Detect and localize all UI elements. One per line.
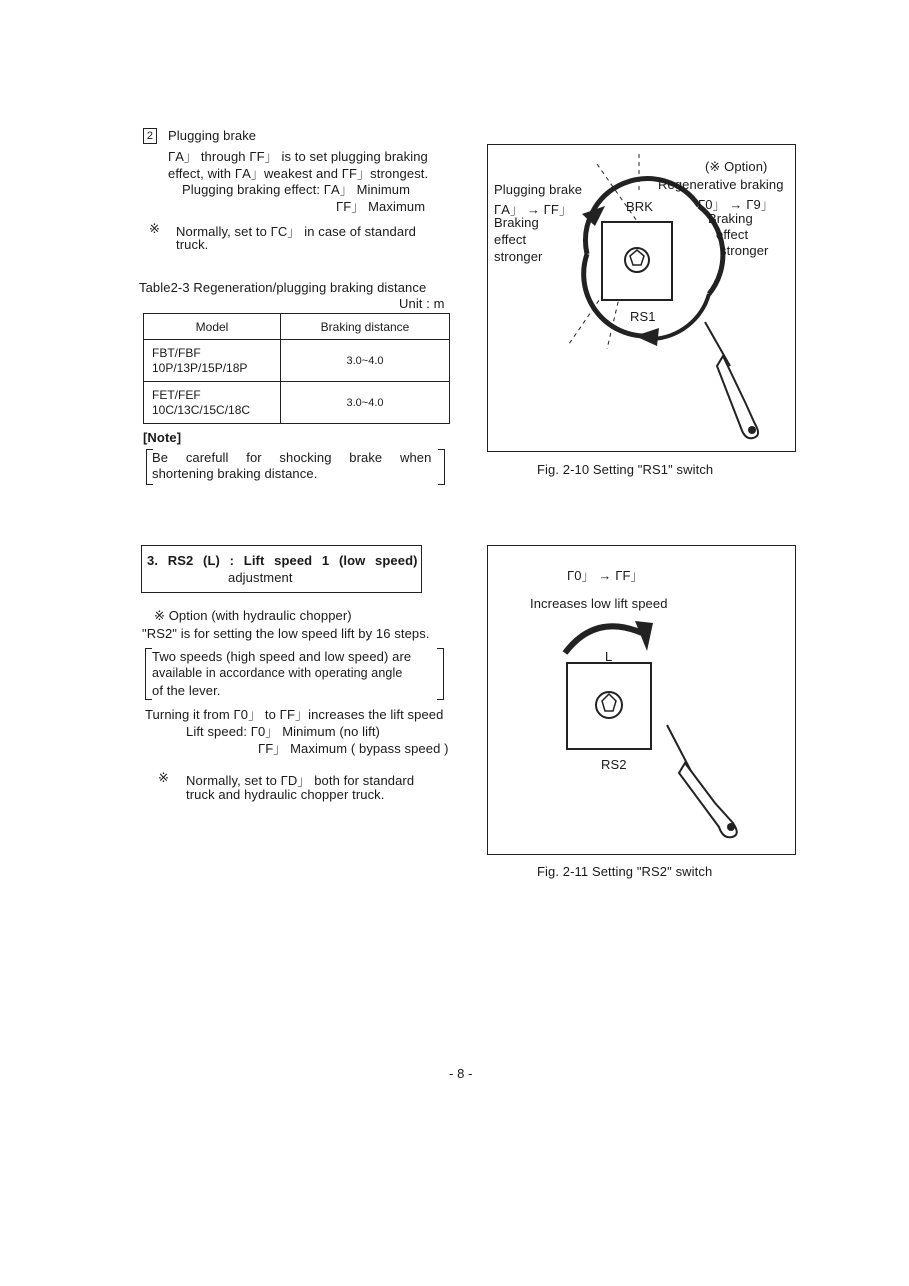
plugging-effect-min: Plugging braking effect: ΓA」 Minimum xyxy=(182,182,411,197)
fig11-switch: RS2 xyxy=(601,757,627,772)
box-bracket-right xyxy=(437,648,444,700)
note-line2: shortening braking distance. xyxy=(152,466,318,481)
section-number: 2 xyxy=(143,128,157,144)
fig10-plug-effect3: stronger xyxy=(494,249,543,264)
model-line2: 10P/13P/15P/18P xyxy=(152,360,248,375)
section3-note-line2: truck and hydraulic chopper truck. xyxy=(186,787,385,802)
fig10-regen-range: Γ0」 → Γ9」 xyxy=(698,197,774,212)
section3-option: ※ Option (with hydraulic chopper) xyxy=(154,608,352,623)
table-unit: Unit : m xyxy=(399,296,445,311)
section-title: Plugging brake xyxy=(168,128,257,143)
model-line1: FET/FEF xyxy=(152,387,201,402)
fig10-regen-effect2: effect xyxy=(716,227,749,242)
fig10-caption: Fig. 2-10 Setting "RS1" switch xyxy=(537,462,714,477)
fig11-caption: Fig. 2-11 Setting "RS2" switch xyxy=(537,864,713,879)
fig11-label: Increases low lift speed xyxy=(530,596,668,611)
page-number: - 8 - xyxy=(449,1066,473,1081)
section3-lift-min: Lift speed: Γ0」 Minimum (no lift) xyxy=(186,724,380,739)
fig10-plug: Plugging brake xyxy=(494,182,583,197)
fig11-range: Γ0」 → ΓF」 xyxy=(567,568,644,583)
model-line2: 10C/13C/15C/18C xyxy=(152,402,251,417)
note-heading: [Note] xyxy=(143,430,182,445)
plugging-desc-line1: ΓA」 through ΓF」 is to set plugging braking xyxy=(168,149,428,164)
note-line1: Be carefull for shocking brake when xyxy=(152,450,432,465)
fig10-plug-effect2: effect xyxy=(494,232,527,247)
fig10-regen-effect3: stronger xyxy=(720,243,769,258)
distance-value: 3.0~4.0 xyxy=(281,382,450,424)
table-header-model: Model xyxy=(144,314,281,340)
section3-title-line2: adjustment xyxy=(228,570,293,585)
table-row xyxy=(144,382,450,424)
model-line1: FBT/FBF xyxy=(152,345,201,360)
rs2-diagram xyxy=(487,545,796,855)
note-mark: ※ xyxy=(158,770,169,785)
plugging-note-line2: truck. xyxy=(176,237,209,252)
distance-value: 3.0~4.0 xyxy=(281,340,450,382)
table-caption: Table2-3 Regeneration/plugging braking distance xyxy=(139,280,427,295)
fig10-brk: BRK xyxy=(626,199,654,214)
fig10-regen-effect1: Braking xyxy=(708,211,753,226)
table-header-distance: Braking distance xyxy=(281,314,450,340)
plugging-effect-max: ΓF」 Maximum xyxy=(336,199,426,214)
section3-note-line1: Normally, set to ΓD」 both for standard xyxy=(186,773,415,788)
fig10-plug-effect1: Braking xyxy=(494,215,539,230)
fig10-switch: RS1 xyxy=(630,309,656,324)
table-row xyxy=(144,340,450,382)
fig10-option: (※ Option) xyxy=(705,159,768,174)
note-mark: ※ xyxy=(149,221,160,236)
plugging-note-line1: Normally, set to ΓC」 in case of standard xyxy=(176,224,416,239)
note-bracket-right xyxy=(438,449,445,485)
braking-distance-table xyxy=(143,313,450,424)
plugging-desc-line2: effect, with ΓA」weakest and ΓF」strongest. xyxy=(168,166,429,181)
fig11-letter: L xyxy=(605,649,613,664)
section3-turn: Turning it from Γ0」 to ΓF」increases the lift speed xyxy=(145,707,444,722)
section3-lift-max: ΓF」 Maximum ( bypass speed ) xyxy=(258,741,449,756)
section3-desc: "RS2" is for setting the low speed lift by 16 steps. xyxy=(142,626,430,641)
fig10-plug-range: ΓA」 → ΓF」 xyxy=(494,202,573,217)
section3-title-line1: 3. RS2 (L) : Lift speed 1 (low speed) xyxy=(147,553,418,568)
section3-box-line3: of the lever. xyxy=(152,683,221,698)
section3-box-line2: available in accordance with operating angle xyxy=(152,666,403,680)
box-bracket-left xyxy=(145,648,152,700)
fig10-regen: Regenerative braking xyxy=(658,177,784,192)
section3-box-line1: Two speeds (high speed and low speed) are xyxy=(152,649,412,664)
